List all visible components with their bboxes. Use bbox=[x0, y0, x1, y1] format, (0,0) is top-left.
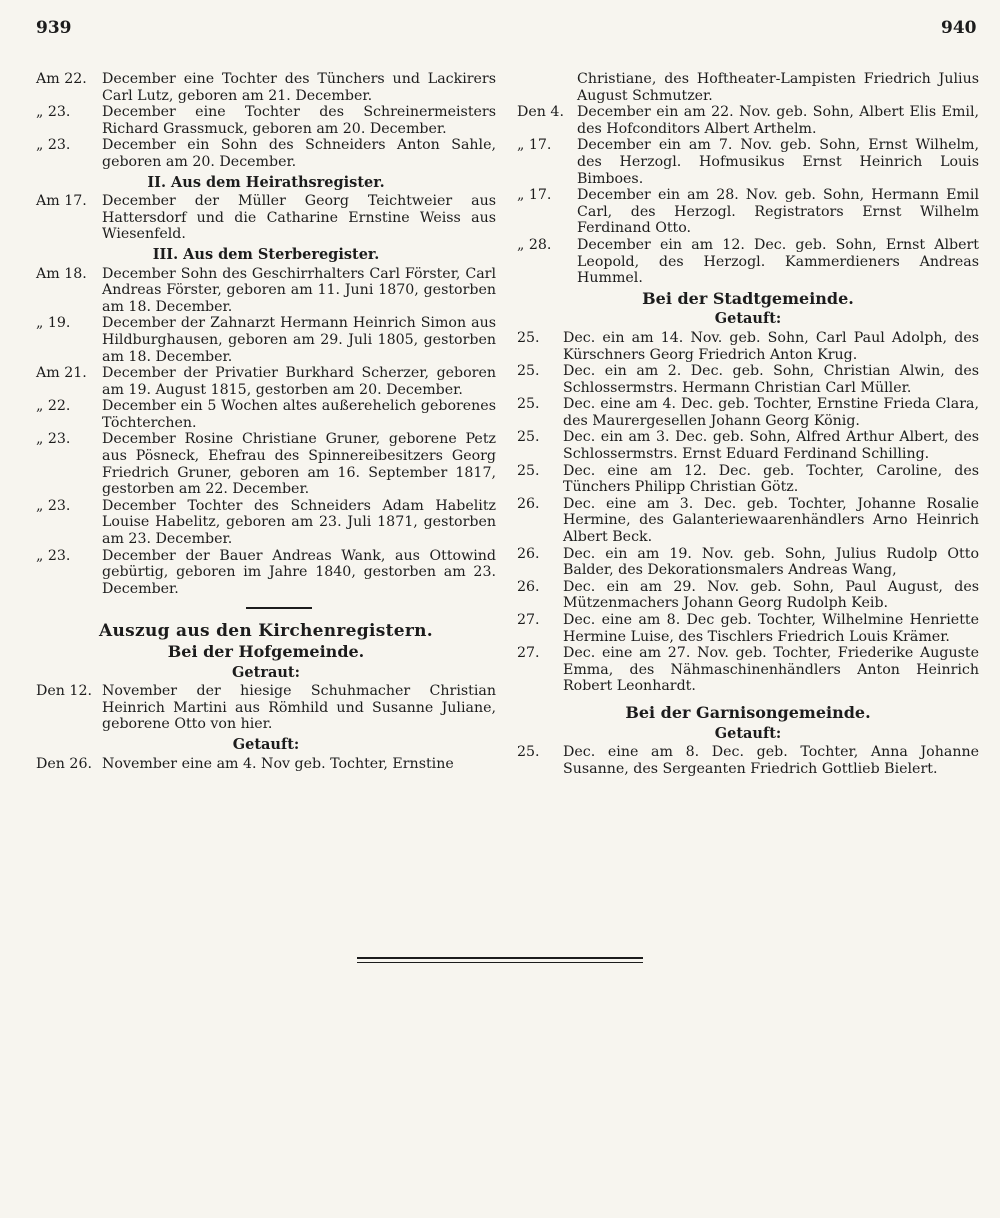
heading-church-registers: Auszug aus den Kirchenregistern. bbox=[98, 621, 434, 642]
entry-text: December ein am 12. Dec. geb. Sohn, Ernst Albert Leopold, des Herzogl. Kammerdieners Andreas Hummel. bbox=[577, 236, 979, 287]
entry-date: Den 4. bbox=[517, 104, 564, 121]
stadt-baptism-entry bbox=[517, 330, 979, 363]
entry-text: Dec. eine am 8. Dec. geb. Tochter, Anna Johanne Susanne, des Sergeanten Friedrich Gottlieb Bielert. bbox=[563, 744, 979, 777]
hof-marriage-entry bbox=[36, 683, 496, 733]
heading-garnisongemeinde: Bei der Garnisongemeinde. bbox=[625, 702, 871, 722]
entry-date: 25. bbox=[517, 396, 540, 413]
entry-date: 26. bbox=[517, 545, 540, 562]
entry-date: „ 23. bbox=[36, 104, 71, 121]
entry-date: Am 18. bbox=[36, 265, 87, 282]
death-entry bbox=[36, 498, 496, 548]
entry-date: Den 26. bbox=[36, 755, 92, 772]
stadt-baptism-entry bbox=[517, 463, 979, 496]
stadt-baptism-entry bbox=[517, 612, 979, 645]
heading-stadtgemeinde: Bei der Stadtgemeinde. bbox=[642, 288, 854, 308]
entry-date: Den 12. bbox=[36, 683, 92, 700]
entry-text: Dec. eine am 8. Dec geb. Tochter, Wilhelmine Henriette Hermine Luise, des Tischlers Friedrich Louis Krämer. bbox=[563, 612, 979, 645]
hof-baptism-entry bbox=[517, 104, 979, 137]
entry-date: Am 22. bbox=[36, 71, 87, 87]
entry-date: „ 17. bbox=[517, 187, 552, 204]
entry-text: Dec. ein am 2. Dec. geb. Sohn, Christian Alwin, des Schlossermstrs. Hermann Christian Carl Müller. bbox=[563, 363, 979, 396]
stadt-baptism-entry bbox=[517, 579, 979, 612]
entry-text: November der hiesige Schuhmacher Christian Heinrich Martini aus Römhild und Susanne Juliane, geborene Otto von hier. bbox=[102, 683, 496, 733]
garnison-baptism-entry bbox=[517, 744, 979, 777]
entry-date: 25. bbox=[517, 329, 540, 346]
entry-text: December ein am 22. Nov. geb. Sohn, Albert Elis Emil, des Hofconditors Albert Arthelm. bbox=[577, 104, 979, 137]
entry-text: December der Privatier Burkhard Scherzer, geboren am 19. August 1815, gestorben am 20. December. bbox=[102, 365, 496, 398]
entry-date: 25. bbox=[517, 744, 540, 761]
entry-text: Dec. eine am 12. Dec. geb. Tochter, Caroline, des Tünchers Philipp Christian Götz. bbox=[563, 462, 979, 496]
entry-text: Dec. eine am 4. Dec. geb. Tochter, Ernstine Frieda Clara, des Maurergesellen Johann Georg König. bbox=[563, 396, 979, 429]
entry-date: „ 23. bbox=[36, 547, 71, 564]
marriage-entry bbox=[36, 193, 496, 243]
entry-text: Christiane, des Hoftheater-Lampisten Friedrich Julius August Schmutzer. bbox=[577, 71, 979, 104]
birth-entry bbox=[36, 71, 496, 104]
entry-indent bbox=[517, 71, 577, 104]
entry-text: Dec. ein am 14. Nov. geb. Sohn, Carl Paul Adolph, des Kürschners Georg Friedrich Anton Krug. bbox=[563, 329, 979, 363]
heading-getauft: Getauft: bbox=[232, 735, 300, 753]
page-number-left: 939 bbox=[36, 18, 72, 38]
entry-date: Am 21. bbox=[36, 365, 87, 382]
section-heading-marriage-register: II. Aus dem Heirathsregister. bbox=[147, 173, 385, 191]
birth-entry bbox=[36, 137, 496, 170]
entry-text: December Tochter des Schneiders Adam Habelitz Louise Habelitz, geboren am 23. Juli 1871, gestorben am 23. December. bbox=[102, 497, 496, 548]
page-number-right: 940 bbox=[941, 18, 977, 38]
death-entry bbox=[36, 431, 496, 497]
entry-date: 25. bbox=[517, 462, 540, 479]
stadt-baptism-entry bbox=[517, 546, 979, 579]
birth-entry bbox=[36, 104, 496, 137]
entry-date: Am 17. bbox=[36, 193, 87, 210]
stadt-baptism-entry bbox=[517, 396, 979, 429]
stadt-baptism-entry bbox=[517, 645, 979, 695]
stadt-baptism-entry bbox=[517, 429, 979, 462]
entry-date: „ 22. bbox=[36, 398, 71, 415]
entry-text: November eine am 4. Nov geb. Tochter, Ernstine bbox=[102, 755, 454, 772]
entry-date: 25. bbox=[517, 363, 540, 380]
page-end-double-rule bbox=[357, 957, 643, 963]
hof-baptism-entry bbox=[517, 187, 979, 237]
death-entry bbox=[36, 315, 496, 365]
entry-date: 26. bbox=[517, 578, 540, 595]
entry-date: „ 28. bbox=[517, 236, 552, 253]
heading-getauft: Getauft: bbox=[714, 310, 782, 328]
entry-date: 26. bbox=[517, 495, 540, 512]
entry-text: December ein Sohn des Schneiders Anton Sahle, geboren am 20. December. bbox=[102, 137, 496, 170]
entry-date: „ 17. bbox=[517, 137, 552, 154]
entry-text: December ein am 7. Nov. geb. Sohn, Ernst Wilhelm, des Herzogl. Hofmusikus Ernst Heinrich Louis Bimboes. bbox=[577, 137, 979, 187]
right-column bbox=[517, 71, 979, 777]
entry-text: Dec. eine am 27. Nov. geb. Tochter, Friederike Auguste Emma, des Nähmaschinenhändlers Anton Heinrich Robert Leonhardt. bbox=[563, 645, 979, 695]
hof-baptism-entry bbox=[517, 137, 979, 187]
entry-text: December Sohn des Geschirrhalters Carl Förster, Carl Andreas Förster, geboren am 11. Juni 1870, gestorben am 18. December. bbox=[102, 265, 496, 315]
entry-date: „ 23. bbox=[36, 497, 71, 514]
entry-text: Dec. eine am 3. Dec. geb. Tochter, Johanne Rosalie Hermine, des Galanteriewaarenhändlers Arno Heinrich Albert Beck. bbox=[563, 495, 979, 546]
entry-text: December eine Tochter des Schreinermeisters Richard Grassmuck, geboren am 20. December. bbox=[102, 104, 496, 137]
rule-thick bbox=[357, 957, 643, 959]
entry-text: December ein 5 Wochen altes außerehelich geborenes Töchterchen. bbox=[102, 398, 496, 431]
entry-text: December Rosine Christiane Gruner, geborene Petz aus Pösneck, Ehefrau des Spinnereibesitzers Georg Friedrich Gruner, geboren am 16. September 1817, gestorben am 22. December. bbox=[102, 431, 496, 498]
entry-date: „ 23. bbox=[36, 431, 71, 448]
entry-date: 27. bbox=[517, 612, 540, 628]
stadt-baptism-entry bbox=[517, 496, 979, 546]
stadt-baptism-entry bbox=[517, 363, 979, 396]
spacer bbox=[517, 695, 979, 701]
heading-hofgemeinde: Bei der Hofgemeinde. bbox=[167, 642, 365, 661]
death-entry bbox=[36, 365, 496, 398]
entry-date: „ 19. bbox=[36, 315, 71, 332]
hof-baptism-entry bbox=[36, 756, 496, 773]
hof-baptism-continuation bbox=[517, 71, 979, 104]
entry-text: Dec. ein am 29. Nov. geb. Sohn, Paul August, des Mützenmachers Johann Georg Rudolph Keib. bbox=[563, 578, 979, 612]
entry-text: December der Bauer Andreas Wank, aus Ottowind gebürtig, geboren im Jahre 1840, gestorben am 23. December. bbox=[102, 547, 496, 597]
entry-text: December der Zahnarzt Hermann Heinrich Simon aus Hildburghausen, geboren am 29. Juli 1805, gestorben am 18. December. bbox=[102, 315, 496, 365]
left-column bbox=[36, 71, 496, 772]
entry-text: December eine Tochter des Tünchers und Lackirers Carl Lutz, geboren am 21. December. bbox=[102, 71, 496, 104]
section-heading-death-register: III. Aus dem Sterberegister. bbox=[152, 245, 380, 263]
rule-thin bbox=[357, 962, 643, 963]
entry-date: 27. bbox=[517, 645, 540, 662]
entry-text: Dec. ein am 3. Dec. geb. Sohn, Alfred Arthur Albert, des Schlossermstrs. Ernst Eduard Ferdinand Schilling. bbox=[563, 429, 979, 463]
heading-getauft: Getauft: bbox=[714, 724, 782, 742]
entry-date: 25. bbox=[517, 429, 540, 446]
death-entry bbox=[36, 398, 496, 431]
death-entry bbox=[36, 266, 496, 316]
heading-getraut: Getraut: bbox=[232, 663, 300, 681]
entry-text: Dec. ein am 19. Nov. geb. Sohn, Julius Rudolp Otto Balder, des Dekorationsmalers Andreas Wang, bbox=[563, 545, 979, 579]
hof-baptism-entry bbox=[517, 237, 979, 287]
section-divider bbox=[246, 607, 312, 609]
entry-date: „ 23. bbox=[36, 137, 71, 154]
death-entry bbox=[36, 548, 496, 598]
entry-text: December ein am 28. Nov. geb. Sohn, Hermann Emil Carl, des Herzogl. Registrators Ernst Wilhelm Ferdinand Otto. bbox=[577, 187, 979, 237]
entry-text: December der Müller Georg Teichtweier aus Hattersdorf und die Catharine Ernstine Weiss aus Wiesenfeld. bbox=[102, 193, 496, 243]
